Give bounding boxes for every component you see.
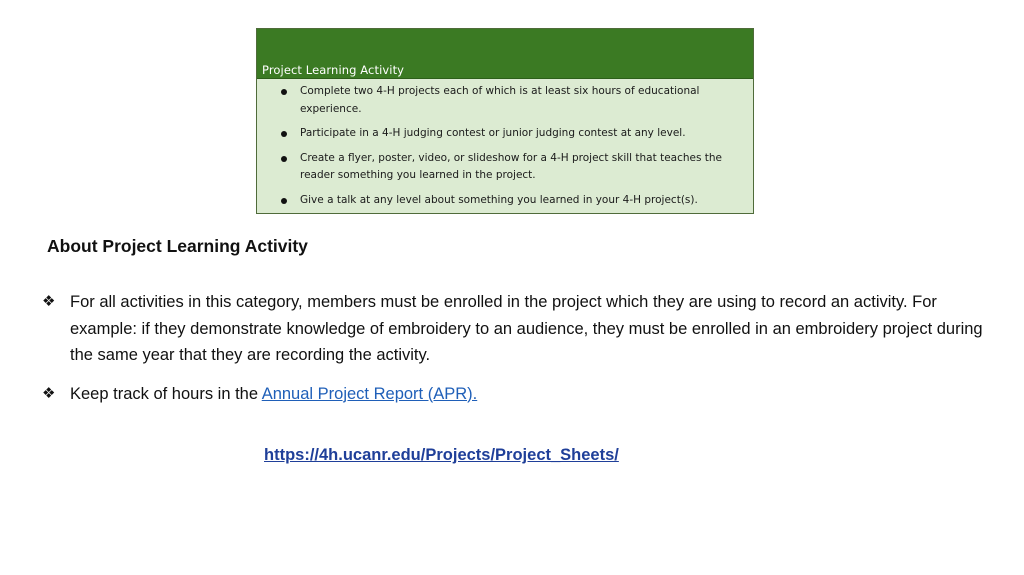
activity-item-text: Give a talk at any level about something you learned in your 4-H project(s).	[300, 193, 698, 206]
bullet-item-enrollment	[42, 289, 1002, 369]
section-heading: About Project Learning Activity	[47, 236, 308, 256]
project-learning-activity-image	[256, 28, 754, 214]
activity-title: Project Learning Activity	[262, 63, 405, 77]
activity-item-text: Participate in a 4-H judging contest or junior judging contest at any level.	[300, 127, 686, 139]
activity-item	[257, 83, 753, 118]
activity-item-text: Create a flyer, poster, video, or slideshow for a 4-H project skill that teaches the reader something you learned in the project.	[300, 151, 723, 181]
activity-item	[257, 150, 753, 185]
activity-list	[257, 79, 753, 209]
activity-header	[257, 29, 753, 79]
about-bullet-list	[42, 289, 1002, 419]
project-sheets-link[interactable]: https://4h.ucanr.edu/Projects/Project_Sheets/	[264, 446, 619, 464]
activity-item-text: Complete two 4-H projects each of which is at least six hours of educational experience.	[300, 85, 700, 115]
bullet-text-prefix: Keep track of hours in the	[70, 384, 262, 403]
bullet-item-apr	[42, 381, 1002, 408]
bullet-dot-icon	[281, 198, 287, 204]
bullet-dot-icon	[281, 131, 287, 137]
bullet-text: For all activities in this category, members must be enrolled in the project which they are using to record an activity. For example: if they demonstrate knowledge of embroidery to an audience, they must be enrolled in an embroidery project during the same year that they are recording the activity.	[70, 293, 983, 364]
diamond-bullet-icon: ❖	[42, 293, 56, 310]
diamond-bullet-icon: ❖	[42, 384, 56, 402]
activity-item	[257, 192, 753, 210]
bullet-dot-icon	[281, 156, 287, 162]
activity-item	[257, 125, 753, 143]
apr-link[interactable]: Annual Project Report (APR).	[261, 384, 478, 403]
bullet-dot-icon	[281, 89, 287, 95]
